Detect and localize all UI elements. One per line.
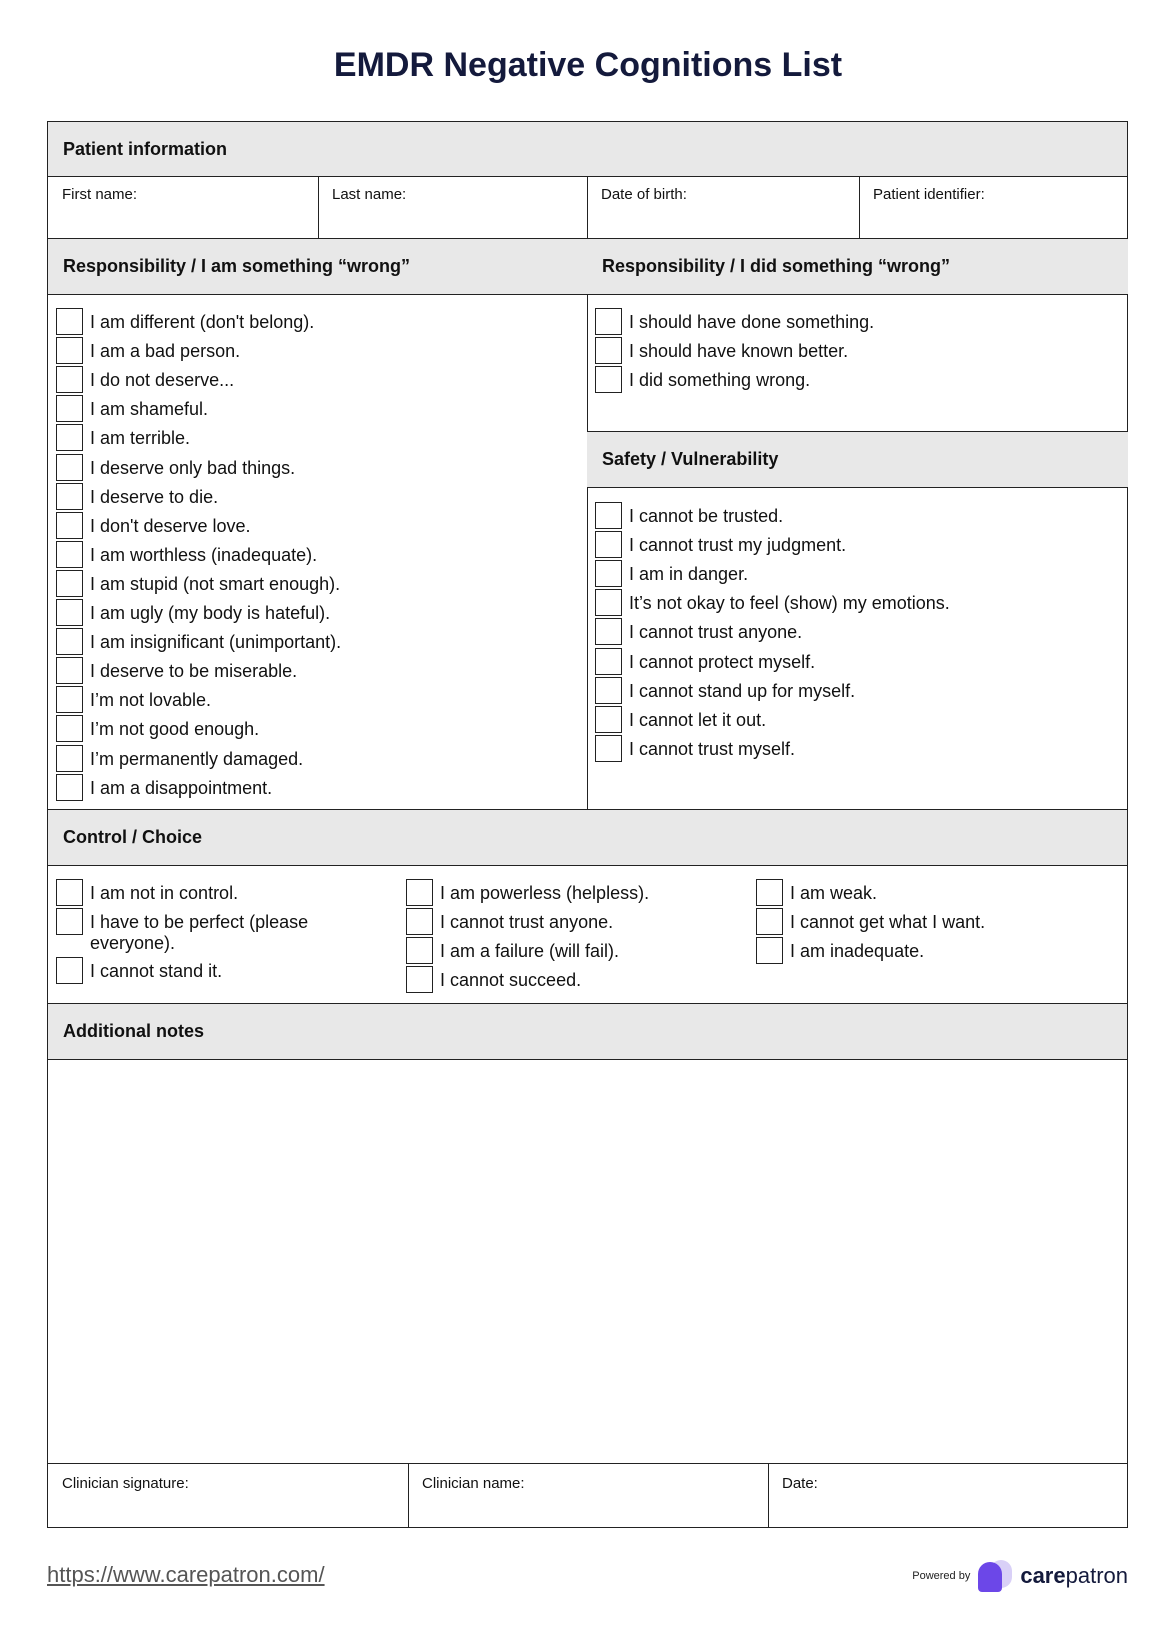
checklist-item[interactable]: [56, 883, 316, 906]
item-label: I cannot stand it.: [90, 961, 223, 982]
checkbox[interactable]: [56, 715, 83, 742]
item-label: I do not deserve...: [90, 370, 235, 391]
checklist-item[interactable]: [756, 912, 985, 935]
item-label: I cannot trust myself.: [629, 738, 796, 759]
checkbox[interactable]: [595, 502, 622, 529]
item-label: I cannot trust anyone.: [440, 912, 614, 933]
checklist-item[interactable]: [406, 941, 619, 964]
checklist-item[interactable]: [595, 312, 874, 335]
item-label: I am worthless (inadequate).: [90, 544, 318, 565]
checkbox[interactable]: [56, 686, 83, 713]
item-label: I don't deserve love.: [90, 515, 251, 536]
checkbox[interactable]: [756, 879, 783, 906]
item-label: I cannot succeed.: [440, 970, 582, 991]
checkbox[interactable]: [56, 745, 83, 772]
checklist-item[interactable]: [56, 961, 316, 984]
checklist-item[interactable]: [406, 883, 649, 906]
item-label: I have to be perfect (please everyone).: [90, 912, 309, 954]
checklist-item[interactable]: [56, 574, 340, 597]
checkbox[interactable]: [56, 483, 83, 510]
form-table: [47, 121, 1128, 1528]
powered-by-logo: [912, 1560, 1128, 1592]
checkbox[interactable]: [56, 599, 83, 626]
checklist-item[interactable]: [56, 312, 314, 335]
checkbox[interactable]: [56, 395, 83, 422]
item-label: I am ugly (my body is hateful).: [90, 603, 331, 623]
checkbox[interactable]: [406, 908, 433, 935]
checkbox[interactable]: [595, 618, 622, 645]
item-label: I am not in control.: [90, 883, 239, 903]
date-field[interactable]: Date:: [782, 1475, 818, 1492]
clinician-signature-field[interactable]: Clinician signature:: [62, 1475, 189, 1492]
checklist-item[interactable]: [56, 749, 303, 772]
control-header: Control / Choice: [48, 809, 1127, 866]
checkbox[interactable]: [406, 966, 433, 993]
checklist-item[interactable]: [56, 458, 295, 481]
checklist-item[interactable]: [595, 710, 766, 733]
item-label: I am a disappointment.: [90, 777, 273, 798]
checklist-item[interactable]: [595, 652, 815, 675]
patient-info-header: Patient information: [48, 122, 1127, 177]
checkbox[interactable]: [595, 531, 622, 558]
item-label: I cannot get what I want.: [790, 912, 986, 933]
item-label: I am different (don't belong).: [90, 312, 315, 332]
item-label: I cannot protect myself.: [629, 651, 816, 672]
checklist-item[interactable]: [595, 622, 802, 645]
checkbox[interactable]: [756, 937, 783, 964]
item-label: I should have done something.: [629, 312, 875, 332]
checklist-item[interactable]: [595, 564, 748, 587]
checklist-item[interactable]: [56, 661, 297, 684]
checklist-item[interactable]: [756, 941, 924, 964]
checkbox[interactable]: [756, 908, 783, 935]
checklist-item[interactable]: [595, 681, 855, 704]
checklist-item[interactable]: [56, 341, 240, 364]
item-label: I should have known better.: [629, 341, 849, 362]
checklist-item[interactable]: [56, 912, 316, 954]
checklist-item[interactable]: [406, 970, 581, 993]
item-label: I’m permanently damaged.: [90, 748, 304, 769]
item-label: I cannot be trusted.: [629, 506, 784, 526]
item-label: I’m not lovable.: [90, 690, 212, 711]
checkbox[interactable]: [595, 366, 622, 393]
checkbox[interactable]: [56, 308, 83, 335]
checkbox[interactable]: [595, 735, 622, 762]
item-label: I deserve to die.: [90, 486, 219, 507]
item-label: I am inadequate.: [790, 941, 925, 962]
checklist-item[interactable]: [56, 428, 190, 451]
checkbox[interactable]: [56, 454, 83, 481]
checklist-item[interactable]: [756, 883, 877, 906]
checklist-item[interactable]: [56, 603, 330, 626]
item-label: I am insignificant (unimportant).: [90, 632, 342, 653]
checkbox[interactable]: [595, 648, 622, 675]
last-name-field[interactable]: Last name:: [332, 186, 407, 203]
checklist-item[interactable]: [56, 516, 251, 539]
checklist-item[interactable]: [56, 399, 208, 422]
checklist-item[interactable]: [595, 341, 848, 364]
checkbox[interactable]: [56, 908, 83, 935]
checklist-item[interactable]: [56, 632, 341, 655]
checklist-item[interactable]: [595, 506, 783, 529]
notes-header: Additional notes: [48, 1003, 1127, 1060]
checklist-item[interactable]: [595, 593, 950, 616]
checklist-item[interactable]: [56, 487, 218, 510]
item-label: I am stupid (not smart enough).: [90, 573, 341, 594]
item-label: I’m not good enough.: [90, 719, 260, 740]
item-label: I cannot trust anyone.: [629, 622, 803, 643]
notes-area[interactable]: [48, 1060, 1127, 1463]
item-label: I am powerless (helpless).: [440, 883, 650, 903]
checkbox[interactable]: [595, 337, 622, 364]
brand-name: carepatron: [1020, 1563, 1128, 1588]
checkbox[interactable]: [56, 366, 83, 393]
resp-did-header: Responsibility / I did something “wrong”: [587, 238, 1128, 295]
checklist-item[interactable]: [595, 370, 810, 393]
item-label: I am weak.: [790, 883, 878, 903]
checklist-item[interactable]: [406, 912, 613, 935]
checklist-item[interactable]: [56, 690, 211, 713]
checkbox[interactable]: [595, 308, 622, 335]
checkbox[interactable]: [595, 677, 622, 704]
checkbox[interactable]: [56, 337, 83, 364]
checkbox[interactable]: [595, 589, 622, 616]
date-of-birth-field[interactable]: Date of birth:: [601, 186, 687, 203]
checkbox[interactable]: [595, 560, 622, 587]
checkbox[interactable]: [406, 879, 433, 906]
checkbox[interactable]: [595, 706, 622, 733]
patient-identifier-field[interactable]: Patient identifier:: [873, 186, 985, 203]
item-label: I am terrible.: [90, 428, 191, 449]
item-label: I cannot trust my judgment.: [629, 535, 847, 556]
page-title: EMDR Negative Cognitions List: [333, 46, 843, 84]
checklist-item[interactable]: [595, 739, 795, 762]
checkbox[interactable]: [56, 541, 83, 568]
checklist-item[interactable]: [56, 778, 272, 801]
checklist-item[interactable]: [56, 719, 259, 742]
item-label: I am a failure (will fail).: [440, 941, 620, 962]
checklist-item[interactable]: [56, 545, 317, 568]
first-name-field[interactable]: First name:: [62, 186, 138, 203]
item-label: I cannot let it out.: [629, 709, 767, 730]
powered-by-text: Powered by: [912, 1570, 971, 1582]
checkbox[interactable]: [56, 424, 83, 451]
clinician-name-field[interactable]: Clinician name:: [422, 1475, 525, 1492]
checkbox[interactable]: [56, 879, 83, 906]
item-label: I deserve only bad things.: [90, 457, 296, 478]
item-label: I cannot stand up for myself.: [629, 680, 856, 701]
item-label: I did something wrong.: [629, 370, 811, 391]
carepatron-logo-icon: [978, 1560, 1012, 1592]
item-label: I am a bad person.: [90, 341, 241, 362]
checkbox[interactable]: [56, 774, 83, 801]
checkbox[interactable]: [56, 512, 83, 539]
safety-header: Safety / Vulnerability: [587, 431, 1128, 488]
item-label: I deserve to be miserable.: [90, 661, 298, 682]
checklist-item[interactable]: [595, 535, 846, 558]
checkbox[interactable]: [406, 937, 433, 964]
checkbox[interactable]: [56, 570, 83, 597]
item-label: I am shameful.: [90, 399, 209, 420]
checklist-item[interactable]: [56, 370, 234, 393]
carepatron-link[interactable]: https://www.carepatron.com/: [47, 1562, 325, 1587]
checkbox[interactable]: [56, 957, 83, 984]
item-label: It’s not okay to feel (show) my emotions.: [629, 593, 950, 614]
resp-wrong-header: Responsibility / I am something “wrong”: [48, 238, 588, 295]
checkbox[interactable]: [56, 657, 83, 684]
item-label: I am in danger.: [629, 564, 749, 585]
checkbox[interactable]: [56, 628, 83, 655]
